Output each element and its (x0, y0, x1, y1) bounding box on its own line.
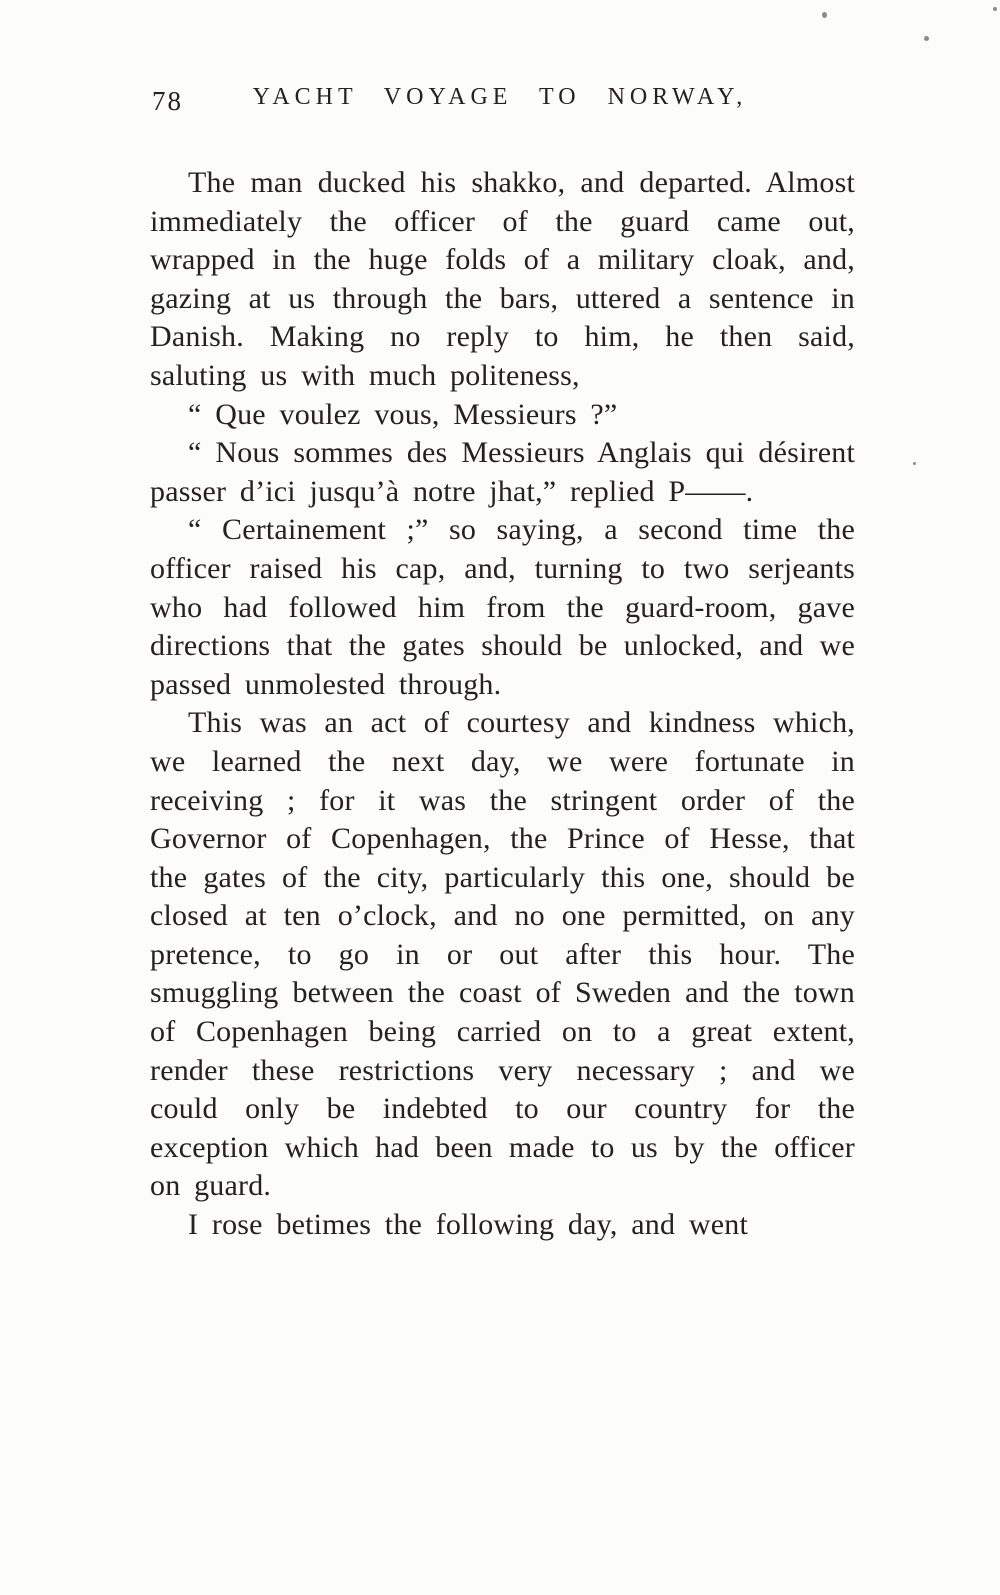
paragraph-4: “ Certainement ;” so saying, a second time the officer raised his cap, and, turning to two serjeants who had followed him from the guard-room, gave directions that the gates should be unlocked, and we passed unmolested through. (150, 513, 855, 701)
paragraph-5: This was an act of courtesy and kindness which, we learned the next day, we were fortunate in receiving ; for it was the stringent order of the Governor of Copenhagen, the Prince of Hesse, that the gates of the city, particularly this one, should be closed at ten o’clock, and no one permitted, on any pretence, to go in or out after this hour. The smuggling between the coast of Sweden and the town of Copenhagen being carried on to a great extent, render these restrictions very necessary ; and we could only be indebted to our country for the exception which had been made to us by the officer on guard. (150, 706, 855, 1203)
page-body (150, 164, 855, 1245)
scan-speck (913, 462, 916, 465)
paragraph-3: “ Nous sommes des Messieurs Anglais qui désirent passer d’ici jusqu’à notre jhat,” replied P——. (150, 436, 855, 508)
page-number: 78 (152, 86, 183, 116)
running-title: YACHT VOYAGE TO NORWAY, (252, 84, 748, 110)
page-header (0, 84, 1000, 120)
paragraph-2: “ Que voulez vous, Messieurs ?” (188, 397, 618, 431)
paragraph-6: I rose betimes the following day, and went (188, 1208, 748, 1242)
paragraph-1: The man ducked his shakko, and departed. Almost immediately the officer of the guard came out, wrapped in the huge folds of a military cloak, and, gazing at us through the bars, uttered a sentence in Danish. Making no reply to him, he then said, saluting us with much politeness, (150, 166, 855, 392)
scan-speck (924, 36, 929, 41)
scan-speck (993, 7, 997, 11)
scan-speck (822, 12, 827, 18)
